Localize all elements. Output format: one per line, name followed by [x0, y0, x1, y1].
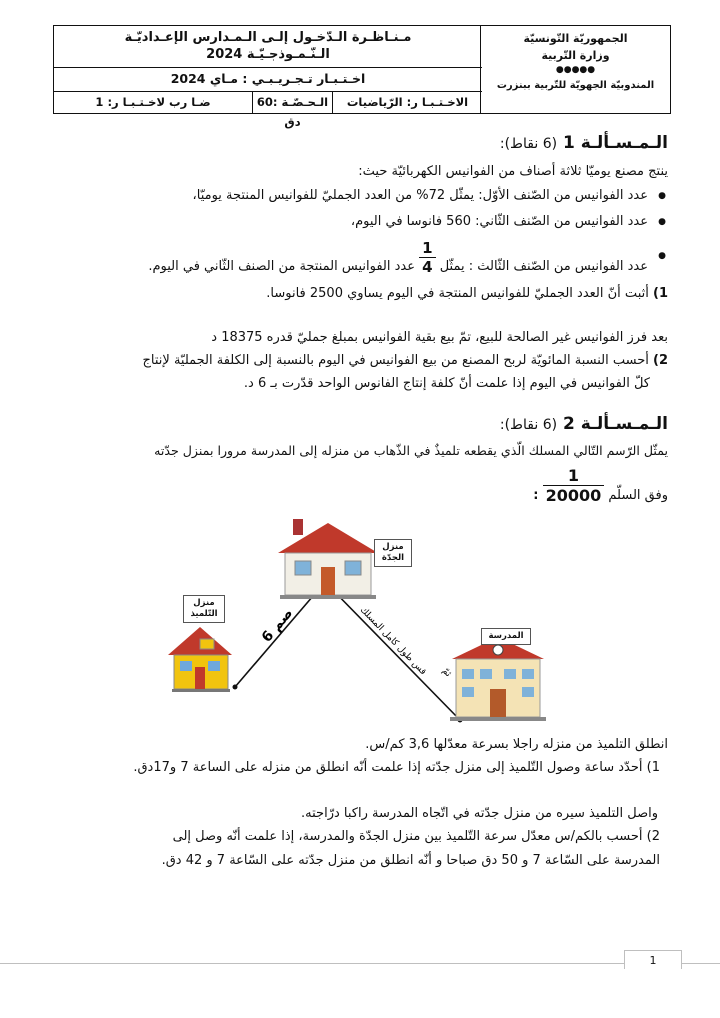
- grandma-house-icon: [278, 519, 378, 599]
- problem1-intro: ينتج مصنع يوميّا ثلاثة أصناف من الفوانيس الكهربائيّة حيث:: [358, 164, 668, 179]
- footer-divider: [0, 963, 720, 964]
- problem1-title-text: الـمـسـألـة 1: [563, 133, 668, 153]
- header-table: [53, 25, 671, 129]
- problem2-question-2-line-2: المدرسة على السّاعة 7 و 50 دق صباحا و أنّه انطلق من منزل جدّته على السّاعة 7 و 42 دق.: [161, 853, 660, 868]
- student-house-icon: [168, 627, 232, 692]
- problem2-question-2: 2) أحسب بالكم/س معدّل سرعة التّلميذ بين منزل الجدّة والمدرسة، إذا علمت أنّه وصل إلى: [172, 829, 660, 844]
- grandma-house-label: منزل الجدّة: [374, 539, 412, 567]
- q1-text: أثبت أنّ العدد الجمليّ للفوانيس المنتجة في اليوم يساوي 2500 فانوسا.: [266, 286, 649, 301]
- point-student: [233, 685, 238, 690]
- problem1-bullet-1: ● عدد الفوانيس من الصّنف الأوّل: يمثّل 72% من العدد الجمليّ للفوانيس المنتجة يوميّا،: [193, 188, 648, 203]
- problem1-paragraph-2: بعد فرز الفوانيس غير الصالحة للبيع، تمّ بيع بقية الفوانيس بمبلغ جمليّ قدره 18375 د: [211, 330, 668, 345]
- ministry-line-2: وزارة التّربية: [541, 49, 610, 62]
- route-grandma-to-school: [325, 582, 460, 720]
- distance-label: 6 صم: [258, 605, 297, 646]
- problem2-points: (6 نقاط):: [499, 417, 558, 433]
- ministry-box: [480, 26, 670, 113]
- school-label: المدرسة: [481, 628, 531, 645]
- q1-number: 1): [653, 286, 668, 301]
- fraction-numerator: 1: [419, 239, 435, 258]
- problem1-bullet-2: ● عدد الفوانيس من الصّنف الثّاني: 560 فانوسا في اليوم،: [351, 214, 648, 229]
- fraction-one-quarter: [419, 239, 435, 276]
- scale-numerator: 1: [543, 466, 605, 486]
- scale-colon: :: [533, 488, 539, 503]
- exam-title-line-2: الـنّـمـوذجـيّـة 2024: [206, 47, 330, 62]
- q2-number: 2): [653, 353, 668, 368]
- problem2-paragraph-1: انطلق التلميذ من منزله راجلا بسرعة معدّلها 3,6 كم/س.: [365, 737, 668, 752]
- bullet3-text-a: عدد الفوانيس من الصّنف الثّالث : يمثّل: [439, 259, 648, 274]
- school-icon: [450, 637, 546, 721]
- problem1-question-2: [143, 353, 668, 368]
- ministry-stars: ●●●●●: [555, 65, 596, 75]
- scale-denominator: 20000: [545, 486, 602, 505]
- exam-title: [54, 26, 482, 68]
- mock-exam-label: اخـتـبـار تـجـريـبـي : مـاي 2024: [54, 68, 482, 92]
- problem2-paragraph-2: واصل التلميذ سيره من منزل جدّته في اتّجاه المدرسة راكبا درّاجته.: [301, 806, 658, 821]
- problem1-question-1: [266, 286, 668, 301]
- problem2-question-1: 1) أحدّد ساعة وصول التّلميذ إلى منزل جدّته إذا علمت أنّه انطلق من منزله على الساعة 7 و17دق.: [133, 760, 660, 775]
- measure-prefix: ثمّ: [439, 666, 453, 680]
- q2-line-1: أحسب النسبة المائويّة لربح المصنع من بيع الفوانيس في اليوم بالنسبة إلى الكلفة الجمليّة لإنتاج: [142, 353, 649, 368]
- ministry-line-4: المندوبيّة الجهويّة للتّربية ببنزرت: [496, 80, 655, 91]
- problem1-bullet-3: [148, 239, 648, 285]
- exam-info-box: [54, 26, 482, 129]
- student-house-label: منزل التّلميذ: [183, 595, 225, 623]
- problem2-intro-line-1: يمثّل الرّسم التّالي المسلك الّذي يقطعه تلميذٌ في الذّهاب من منزله إلى المدرسة مرورا بمنزل جدّته: [154, 443, 668, 458]
- problem1-title: [500, 133, 668, 153]
- duration-cell: الـحـصّـة :60 دق: [252, 92, 332, 113]
- problem2-intro-line-2: [533, 466, 668, 505]
- exam-meta-row: [54, 92, 482, 129]
- exam-title-line-1: مـنـاظـرة الـدّخـول إلـى الـمـدارس الإعـداديّـة: [124, 30, 412, 45]
- fraction-denominator: 4: [422, 258, 433, 276]
- subject-cell: الاخـتـبـا ر: الرّياضيات: [332, 92, 482, 113]
- problem2-title-text: الـمـسـألـة 2: [563, 414, 668, 434]
- coefficient-cell: ضـا رب لاخـتـبـا ر: 1: [95, 95, 211, 109]
- problem1-points: (6 نقاط):: [499, 136, 558, 152]
- problem1-question-2-line-2: كلّ الفوانيس في اليوم إذا علمت أنّ كلفة إنتاج الفانوس الواحد قدّرت بـ 6 د.: [243, 376, 650, 391]
- bullet3-text-b: عدد الفوانيس المنتجة من الصنف الثّاني في اليوم.: [148, 259, 415, 274]
- page-number: 1: [624, 950, 682, 969]
- problem2-title: [500, 414, 668, 434]
- scale-fraction: [543, 466, 605, 505]
- scale-text: وفق السلّم: [608, 488, 668, 503]
- measure-label: قس طول كامل المسلك: [357, 605, 428, 678]
- ministry-line-1: الجمهوريّة التّونسيّة: [523, 32, 628, 45]
